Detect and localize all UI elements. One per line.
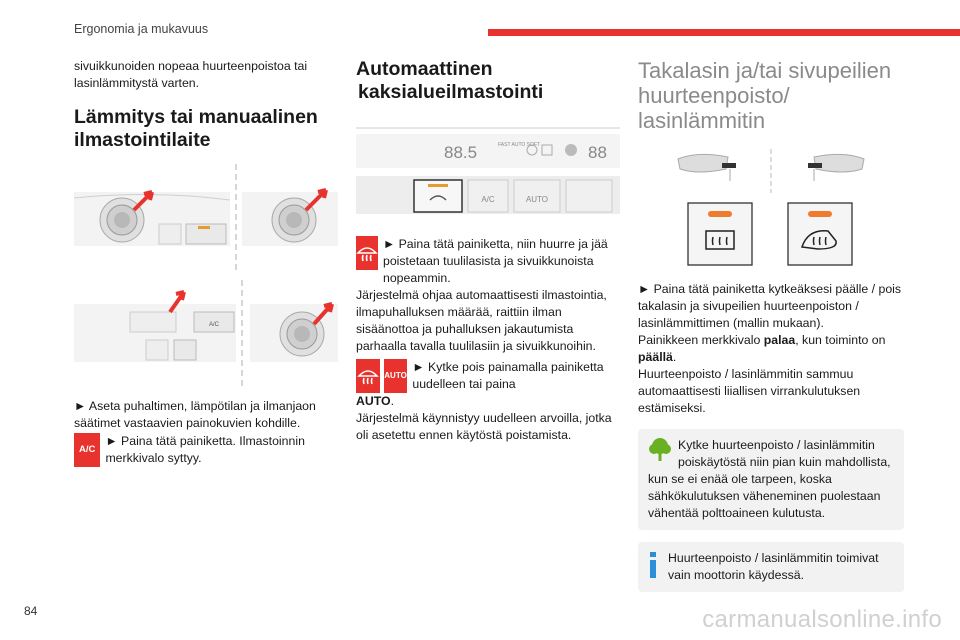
para1-c: , kun toiminto on xyxy=(795,333,886,347)
column-3 xyxy=(638,58,904,592)
panel-display-right: 88 xyxy=(588,143,607,162)
col3-para2: Huurteenpoisto / lasinlämmitin sammuu automaattisesti liiallisen virrankulutuksen estämiseksi. xyxy=(638,367,861,415)
windscreen-defrost-icon-2 xyxy=(356,359,380,393)
panel-fast-auto: FAST AUTO SOFT xyxy=(498,142,541,148)
eco-tip-text: Kytke huurteenpoisto / lasinlämmitin poiskäytöstä niin pian kuin mahdollista, kun se ei enää ole tarpeen, koska sähkökulutuksen väheneminen puolestaan vähentää polttoaineen kulutusta. xyxy=(648,438,891,520)
heading-rear-defrost: Takalasin ja/tai sivupeilien huurteenpoisto/ lasinlämmitin xyxy=(638,58,892,133)
auto-ac-panel-diagram xyxy=(356,122,620,222)
col2-step2-end xyxy=(356,393,620,410)
windscreen-defrost-icon xyxy=(356,236,378,270)
eco-tip-box xyxy=(638,429,904,530)
defrost-step-row xyxy=(356,236,620,287)
heading-auto-ac xyxy=(356,58,620,104)
ac-button-icon: A/C xyxy=(74,433,100,467)
col1-step1: ► Aseta puhaltimen, lämpötilan ja ilmanjaon säätimet vastaavien painokuvien kohdille. xyxy=(74,399,316,430)
column-1 xyxy=(74,58,338,467)
header-accent-bar xyxy=(488,29,960,36)
tree-icon xyxy=(648,437,672,461)
auto-bold: AUTO xyxy=(356,394,391,408)
mirrors-diagram xyxy=(638,149,904,193)
col1-step2: ► Paina tätä painiketta. Ilmastoinnin merkkivalo syttyy. xyxy=(105,434,305,465)
col2-para1: Järjestelmä ohjaa automaattisesti ilmastointia, ilmapuhalluksen määrää, raittiin ilman sisäänottoa ja puhalluksen jakautumista parhaalla tavalla tuulilasiin ja sivuikkunoihin. xyxy=(356,288,607,353)
para1-e: . xyxy=(672,350,677,364)
info-text: Huurteenpoisto / lasinlämmitin toimivat vain moottorin käydessä. xyxy=(668,551,879,582)
column-2 xyxy=(356,58,620,444)
intro-text: sivuikkunoiden nopeaa huurteenpoistoa tai lasinlämmitystä varten. xyxy=(74,59,308,90)
auto-button-icon: AUTO xyxy=(384,359,408,393)
auto-step-row xyxy=(356,359,620,393)
panel-btn-auto: AUTO xyxy=(525,195,549,204)
ac-step-row xyxy=(74,433,338,467)
col2-step2: ► Kytke pois painamalla painiketta uudelleen tai paina xyxy=(412,360,604,391)
col2-step1: ► Paina tätä painiketta, niin huurre ja jää poistetaan tuulilasista ja sivuikkunoista nopeammin. xyxy=(383,237,608,285)
period: . xyxy=(390,394,395,408)
section-header: Ergonomia ja mukavuus xyxy=(74,22,209,36)
heading-auto-ac-line2: kaksialueilmastointi xyxy=(358,81,544,103)
para1-b: palaa xyxy=(763,333,796,347)
heading-auto-ac-line1: Automaattinen xyxy=(356,58,493,80)
col3-para1 xyxy=(638,332,904,366)
col3-step1: ► Paina tätä painiketta kytkeäksesi päälle / pois takalasin ja sivupeilien huurteenpoiston / lasinlämmittimen (mallin mukaan). xyxy=(638,282,902,330)
col2-para2: Järjestelmä käynnistyy uudelleen arvoilla, jotka oli asetettu ennen käytöstä poistamista. xyxy=(356,411,612,442)
heading-manual-ac: Lämmitys tai manuaalinen ilmastointilaite xyxy=(74,106,318,151)
info-box xyxy=(638,542,904,592)
watermark: carmanualsonline.info xyxy=(702,606,942,633)
diagram-ac-text: A/C xyxy=(208,322,220,328)
ac-diagram-bottom xyxy=(74,280,338,388)
knob-diagram-top xyxy=(74,164,338,272)
panel-btn-ac: A/C xyxy=(481,195,495,204)
para1-a: Painikkeen merkkivalo xyxy=(638,333,764,347)
para1-d: päällä xyxy=(638,350,673,364)
info-icon xyxy=(648,552,658,578)
rear-defrost-buttons xyxy=(638,201,904,267)
panel-display-left: 88.5 xyxy=(444,143,478,162)
page-number: 84 xyxy=(24,604,38,618)
